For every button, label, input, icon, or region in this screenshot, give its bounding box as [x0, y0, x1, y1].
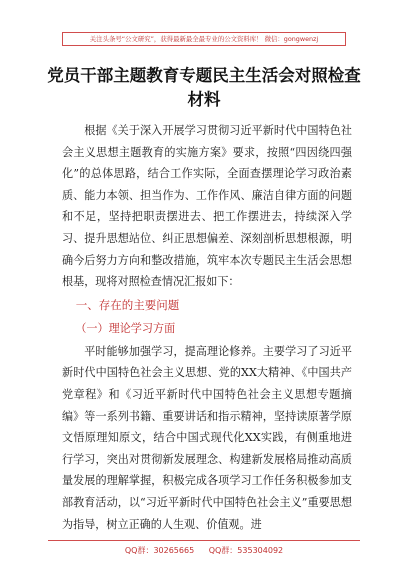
footer-qq-group-2: QQ群：535304092 — [208, 546, 284, 555]
footer-divider — [48, 540, 360, 541]
footer-qq-group-1: QQ群：30265665 — [124, 546, 195, 555]
intro-paragraph: 根据《关于深入开展学习贯彻习近平新时代中国特色社会主义思想主题教育的实施方案》要求，按照“四因绕四强化”的总体思路，结合工作实际，全面查摆理论学习政治素质、能力本领、担当作为、工作作风、廉洁自律方面的问题和不足，坚持把职责摆进去、把工作摆进去，持续深入学习、提升思想站位、纠正思想偏差、深刻剖析思想根源，明确今后努力方向和整改措施，筑牢本次专题民主生活会思想根基，现将对照检查情况汇报如下： — [62, 124, 352, 289]
section-heading: 一、存在的主要问题 — [75, 297, 180, 312]
document-title: 党员干部主题教育专题民主生活会对照检查材料 — [47, 66, 361, 109]
footer — [48, 545, 360, 557]
promo-banner: 关注头条号“公文研究”，获得最新最全最专业的公文资料库！ 微信：gongwenzj — [62, 32, 346, 46]
body-paragraph: 平时能够加强学习，提高理论修养。主要学习了习近平新时代中国特色社会主义思想、党的XX大精神、《中国共产党章程》和《习近平新时代中国特色社会主义思想专题摘编》等一系列书籍、重要讲话和指示精神，坚持读原著学原文悟原理知原文，结合中国式现代化XX实践，有侧重地进行学习，突出对贯彻新发展理念、构建新发展格局推动高质量发展的理解掌握，积极完成各项学习工作任务积极参加支部教育活动，以“习近平新时代中国特色社会主义”重要思想为指导，树立正确的人生观、价值观。进 — [62, 344, 352, 531]
subsection-heading: （一）理论学习方面 — [75, 321, 176, 335]
document-body — [62, 120, 352, 535]
